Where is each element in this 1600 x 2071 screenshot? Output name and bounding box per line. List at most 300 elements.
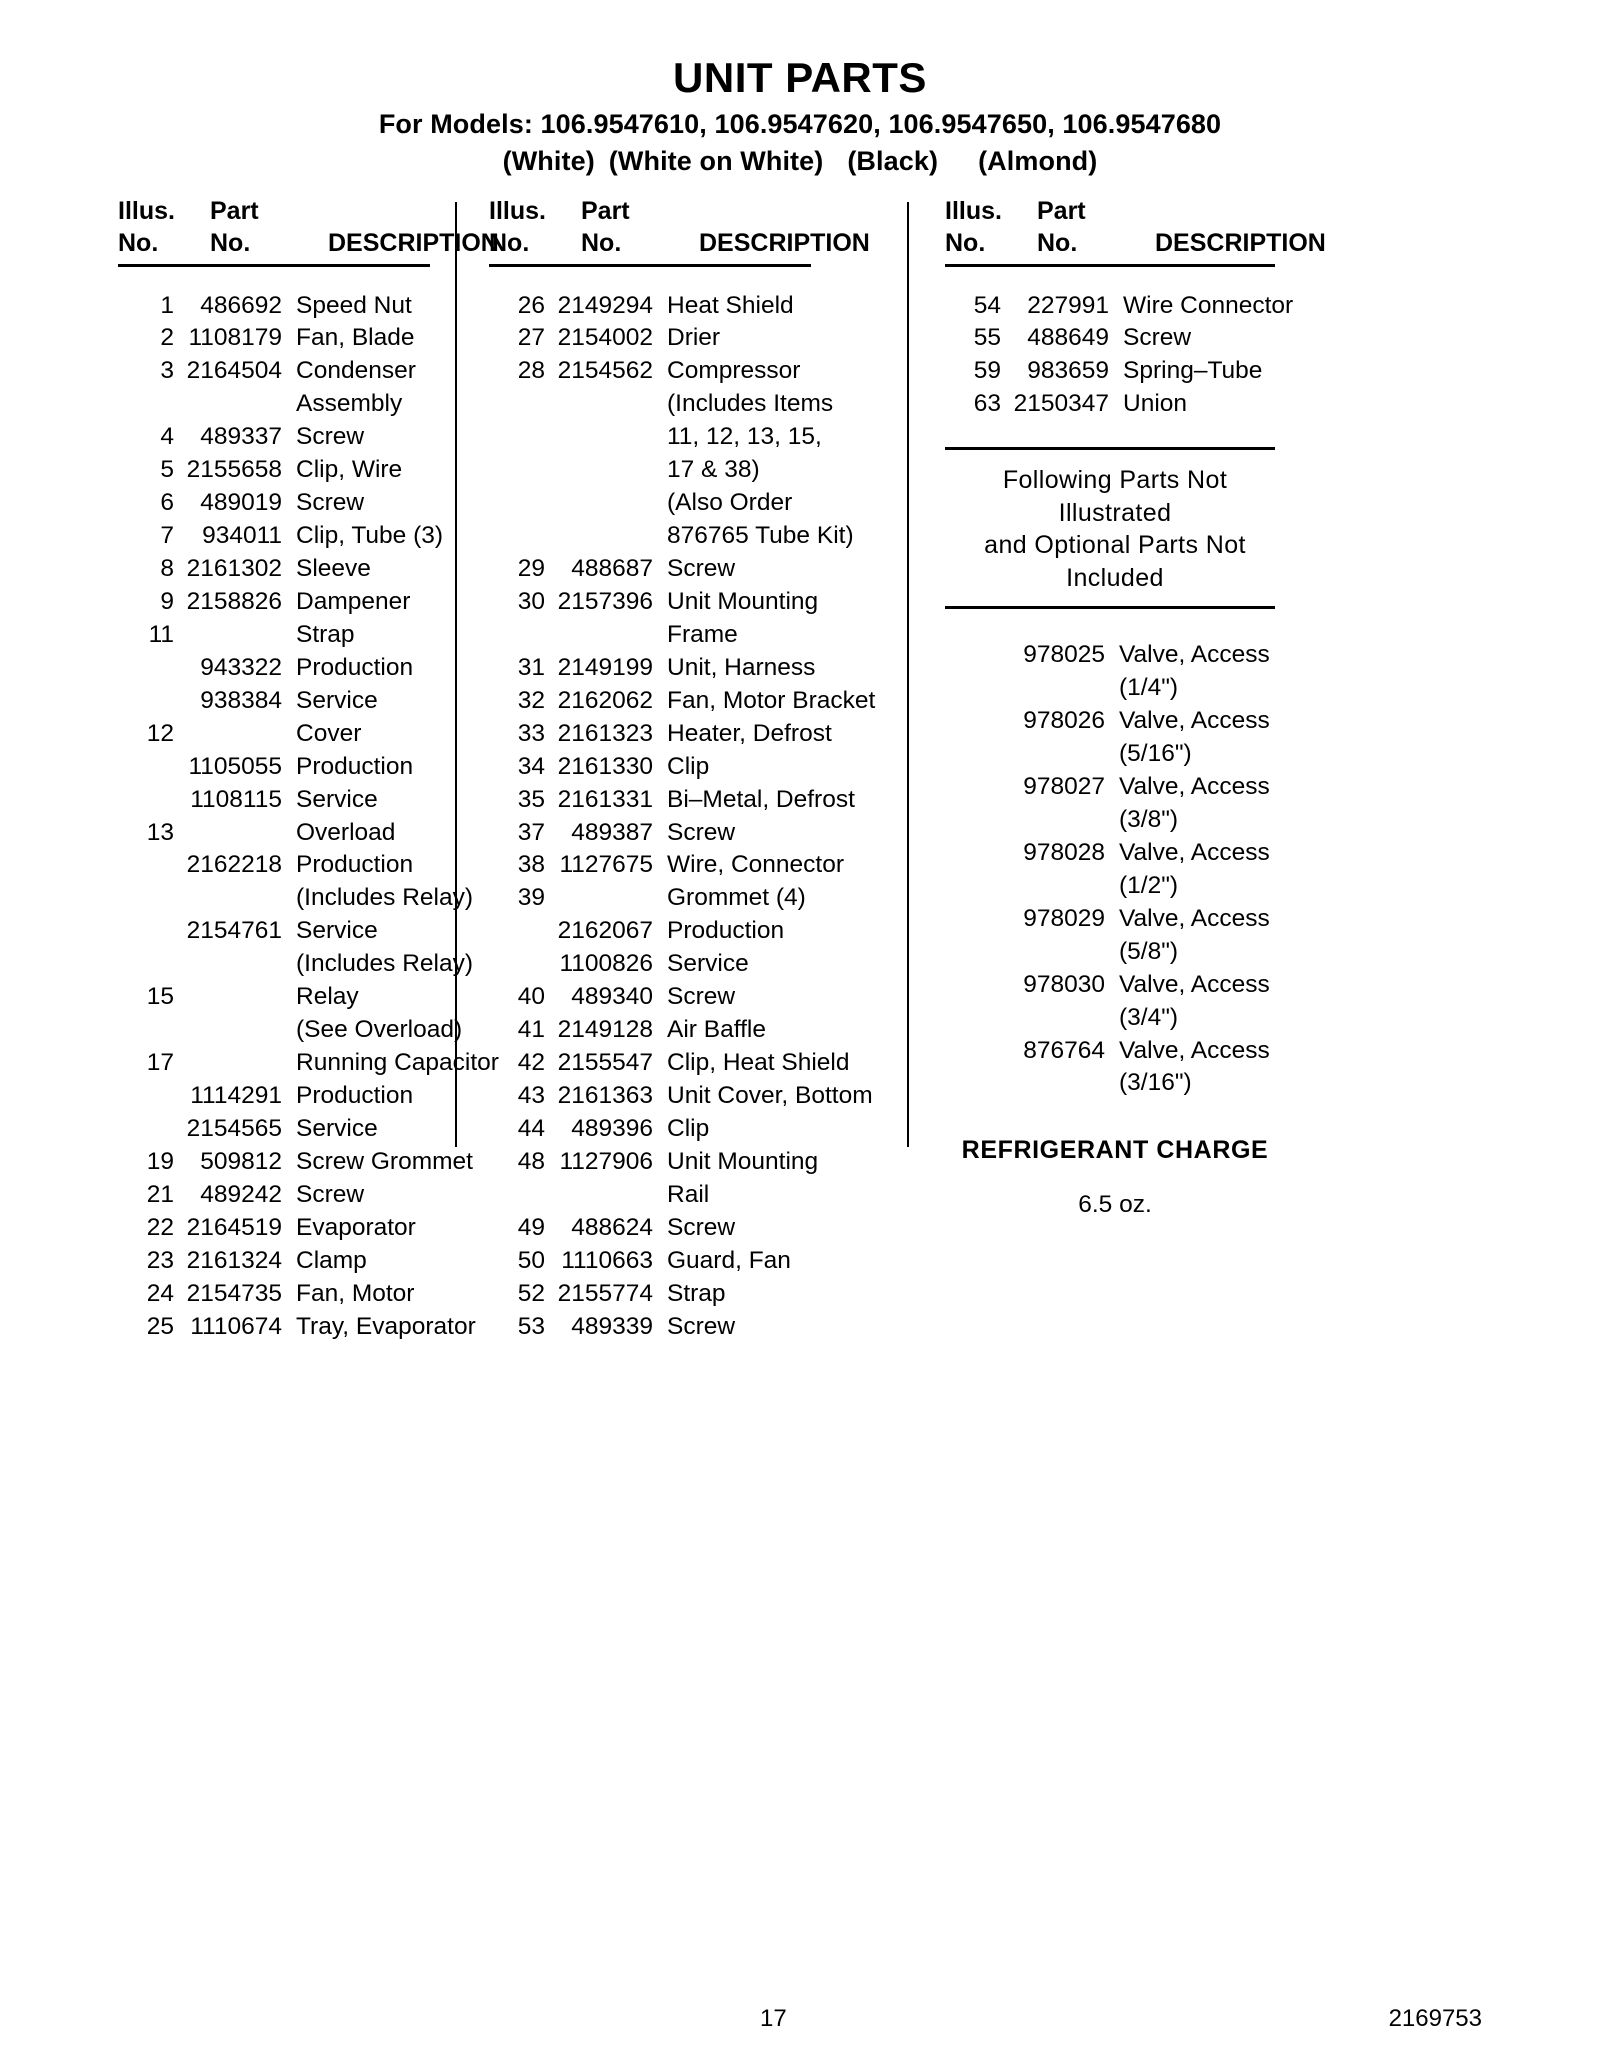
part-description: Bi–Metal, Defrost xyxy=(667,785,855,813)
table-row xyxy=(118,586,455,619)
part-number xyxy=(967,936,1119,969)
illus-number: 41 xyxy=(517,1016,545,1044)
part-number xyxy=(174,882,296,915)
part-number xyxy=(545,1179,667,1212)
parts-column-2 xyxy=(457,196,907,1344)
part-number: 2154761 xyxy=(186,917,282,945)
part-description: Screw xyxy=(1123,324,1192,352)
part-number: 1100826 xyxy=(559,950,653,978)
table-row xyxy=(118,487,455,520)
part-description: Valve, Access xyxy=(1119,838,1270,866)
part-description: (Includes Relay) xyxy=(296,884,474,912)
part-description: Production xyxy=(296,1082,414,1109)
part-number xyxy=(967,1067,1119,1100)
part-description: Relay xyxy=(296,983,359,1011)
illus-number xyxy=(118,388,174,421)
illus-number: 24 xyxy=(146,1279,174,1307)
part-description: (1/2") xyxy=(1119,871,1179,899)
table-row xyxy=(118,1113,455,1146)
part-description: Wire, Connector xyxy=(667,851,845,879)
table-row xyxy=(945,290,1379,323)
part-description: Valve, Access xyxy=(1119,970,1270,998)
part-number xyxy=(967,870,1119,903)
table-row xyxy=(118,421,455,454)
part-number: 489019 xyxy=(200,489,282,517)
parts-list-column-1 xyxy=(118,290,499,1344)
table-row xyxy=(489,1179,907,1212)
part-number: 489242 xyxy=(200,1180,282,1208)
part-description: Valve, Access xyxy=(1119,773,1270,800)
table-row xyxy=(489,751,907,784)
part-number: 2154735 xyxy=(186,1279,282,1307)
part-description: (1/4") xyxy=(1119,674,1179,702)
part-description: Unit Mounting xyxy=(667,1147,819,1175)
part-description: Unit Mounting xyxy=(667,587,819,615)
part-number: 943322 xyxy=(200,653,282,681)
table-row xyxy=(489,652,907,685)
parts-column-1 xyxy=(0,196,499,1344)
color-option-3: (Black) xyxy=(847,146,939,177)
table-row xyxy=(118,784,455,817)
table-row xyxy=(945,705,1379,738)
part-number: 1110663 xyxy=(561,1246,653,1274)
illus-number xyxy=(489,619,545,652)
part-description: Production xyxy=(667,917,785,945)
part-description: Production xyxy=(296,851,414,879)
table-row xyxy=(489,1014,907,1047)
table-row xyxy=(489,520,907,553)
page-number: 17 xyxy=(760,2005,787,2032)
color-option-4: (Almond) xyxy=(978,146,1098,177)
part-description: Evaporator xyxy=(296,1213,416,1241)
table-header-column-1 xyxy=(118,196,499,260)
part-description: Drier xyxy=(667,324,721,352)
illus-number xyxy=(118,652,174,685)
table-row xyxy=(489,817,907,850)
not-illustrated-heading xyxy=(945,464,1285,594)
illus-number xyxy=(945,936,967,969)
illus-number xyxy=(945,639,967,672)
part-description: Clip, Tube (3) xyxy=(296,522,444,550)
part-number: 489387 xyxy=(571,818,653,846)
header-description: DESCRIPTION xyxy=(328,228,499,257)
table-row xyxy=(118,817,455,850)
table-row xyxy=(118,520,455,553)
part-number xyxy=(967,1002,1119,1035)
illus-number xyxy=(945,705,967,738)
illus-number: 23 xyxy=(146,1246,174,1274)
part-number: 2154562 xyxy=(557,357,653,385)
illus-number xyxy=(118,751,174,784)
not-illustrated-divider-top xyxy=(945,447,1275,450)
part-description: Compressor xyxy=(667,357,801,385)
illus-number xyxy=(118,784,174,817)
part-description: Rail xyxy=(667,1180,710,1208)
part-description: Unit Cover, Bottom xyxy=(667,1082,873,1109)
part-number: 978030 xyxy=(1023,970,1105,998)
part-description: Service xyxy=(667,950,749,978)
illus-number: 7 xyxy=(160,522,174,550)
part-number: 489339 xyxy=(571,1312,653,1340)
header-illus-line1: Illus. xyxy=(489,197,546,225)
table-row xyxy=(118,553,455,586)
illus-number: 8 xyxy=(160,555,174,582)
part-number xyxy=(174,1047,296,1080)
part-description: Unit, Harness xyxy=(667,653,816,681)
table-row xyxy=(489,981,907,1014)
part-number: 2149128 xyxy=(557,1016,653,1044)
illus-number: 32 xyxy=(517,686,545,714)
part-description: (3/4") xyxy=(1119,1003,1179,1031)
part-number: 509812 xyxy=(200,1147,282,1175)
table-row xyxy=(945,837,1379,870)
part-description: (5/8") xyxy=(1119,937,1179,965)
part-description: Guard, Fan xyxy=(667,1246,791,1274)
part-description: Speed Nut xyxy=(296,291,412,319)
part-number: 486692 xyxy=(200,291,282,319)
illus-number xyxy=(489,948,545,981)
table-row xyxy=(489,718,907,751)
header-part-line2: No. xyxy=(210,228,251,257)
illus-number: 35 xyxy=(517,785,545,813)
header-part-line2: No. xyxy=(581,228,622,257)
illus-number xyxy=(945,870,967,903)
illus-number xyxy=(489,454,545,487)
table-row xyxy=(489,1212,907,1245)
illus-number: 12 xyxy=(146,719,174,747)
page-title: UNIT PARTS xyxy=(673,54,927,101)
part-description: 11, 12, 13, 15, xyxy=(667,423,822,451)
part-description: Dampener xyxy=(296,587,411,615)
part-description: 17 & 38) xyxy=(667,456,760,484)
table-row xyxy=(118,685,455,718)
illus-number xyxy=(489,520,545,553)
table-row xyxy=(118,619,455,652)
illus-number: 40 xyxy=(517,983,545,1011)
part-number: 2164519 xyxy=(186,1213,282,1241)
part-description: Screw xyxy=(296,423,365,451)
illus-number: 53 xyxy=(517,1312,545,1340)
part-number: 488649 xyxy=(1027,324,1109,352)
part-description: Fan, Motor Bracket xyxy=(667,686,876,714)
part-number: 2154565 xyxy=(186,1114,282,1142)
illus-number xyxy=(945,804,967,837)
part-description: Service xyxy=(296,686,378,714)
table-row xyxy=(489,1113,907,1146)
part-description: Sleeve xyxy=(296,555,371,582)
illus-number: 48 xyxy=(517,1147,545,1175)
illus-number xyxy=(489,487,545,520)
part-description: Heat Shield xyxy=(667,291,794,319)
header-description: DESCRIPTION xyxy=(699,228,870,257)
illus-number: 3 xyxy=(160,357,174,385)
not-illustrated-divider-bottom xyxy=(945,606,1275,609)
illus-number: 63 xyxy=(973,390,1001,418)
table-row xyxy=(118,882,474,915)
table-row xyxy=(945,355,1379,388)
table-row xyxy=(945,322,1379,355)
illus-number: 31 xyxy=(517,653,545,681)
illus-number xyxy=(945,1067,967,1100)
table-row xyxy=(489,1146,907,1179)
illus-number: 28 xyxy=(517,357,545,385)
part-number: 1105055 xyxy=(188,752,282,780)
part-number: 876764 xyxy=(1023,1036,1105,1064)
part-number: 489396 xyxy=(571,1114,653,1142)
header-illus-line2: No. xyxy=(489,228,530,257)
table-row xyxy=(489,290,907,323)
part-description: Spring–Tube xyxy=(1123,357,1263,385)
part-description: Service xyxy=(296,785,378,813)
table-row xyxy=(489,1047,907,1080)
table-row xyxy=(118,322,455,355)
part-description: Production xyxy=(296,752,414,780)
table-row xyxy=(118,981,455,1014)
illus-number: 13 xyxy=(146,818,174,846)
header-part-line1: Part xyxy=(1037,197,1086,225)
header-description: DESCRIPTION xyxy=(1155,228,1326,257)
part-number xyxy=(174,388,296,421)
illus-number: 38 xyxy=(517,851,545,879)
table-row xyxy=(118,948,474,981)
table-row xyxy=(945,1002,1379,1035)
part-description: Screw xyxy=(667,1312,736,1340)
table-row xyxy=(945,1067,1379,1100)
part-number: 2155547 xyxy=(557,1049,653,1077)
part-description: Clamp xyxy=(296,1246,367,1274)
illus-number xyxy=(118,948,174,981)
table-row xyxy=(118,1311,476,1344)
illus-number xyxy=(118,915,174,948)
access-valve-list xyxy=(945,639,1379,1100)
table-row xyxy=(118,388,455,421)
table-row xyxy=(945,936,1379,969)
part-number: 983659 xyxy=(1027,357,1109,385)
part-description: Screw xyxy=(296,1180,365,1208)
table-row xyxy=(118,751,455,784)
illus-number: 42 xyxy=(517,1049,545,1077)
illus-number: 26 xyxy=(517,291,545,319)
illus-number xyxy=(945,969,967,1002)
header-divider xyxy=(489,264,811,267)
part-number xyxy=(174,981,296,1014)
table-row xyxy=(489,322,907,355)
table-row xyxy=(118,1080,455,1113)
illus-number: 52 xyxy=(517,1279,545,1307)
part-number xyxy=(545,619,667,652)
illus-number: 1 xyxy=(160,291,174,319)
part-number: 978029 xyxy=(1023,904,1105,932)
part-number: 934011 xyxy=(202,522,282,550)
part-number xyxy=(174,817,296,850)
header-part-line2: No. xyxy=(1037,228,1078,257)
table-row xyxy=(118,1245,455,1278)
table-row xyxy=(489,553,907,586)
table-header-column-3 xyxy=(945,196,1379,260)
illus-number: 50 xyxy=(517,1246,545,1274)
illus-number xyxy=(489,388,545,421)
part-number: 2150347 xyxy=(1013,390,1109,418)
illus-number: 21 xyxy=(146,1180,174,1208)
part-description: Valve, Access xyxy=(1119,707,1270,735)
table-row xyxy=(118,290,455,323)
part-number: 978025 xyxy=(1023,641,1105,669)
part-number: 938384 xyxy=(200,686,282,714)
illus-number: 33 xyxy=(517,719,545,747)
illus-number: 44 xyxy=(517,1114,545,1142)
table-row xyxy=(489,784,907,817)
illus-number xyxy=(945,738,967,771)
illus-number xyxy=(945,1035,967,1068)
part-number xyxy=(967,804,1119,837)
part-number xyxy=(967,672,1119,705)
illus-number xyxy=(489,915,545,948)
part-number xyxy=(545,487,667,520)
header-part-line1: Part xyxy=(210,197,259,225)
table-row xyxy=(489,1245,907,1278)
illus-number: 11 xyxy=(148,620,174,648)
table-header-column-2 xyxy=(489,196,907,260)
illus-number: 59 xyxy=(973,357,1001,385)
part-number: 2154002 xyxy=(557,324,653,352)
table-row xyxy=(489,388,907,421)
part-description: Valve, Access xyxy=(1119,1036,1270,1064)
part-number xyxy=(545,454,667,487)
part-number: 2161324 xyxy=(186,1246,282,1274)
illus-number: 29 xyxy=(517,555,545,582)
part-number: 2155774 xyxy=(557,1279,653,1307)
illus-number: 34 xyxy=(517,752,545,780)
illus-number: 19 xyxy=(146,1147,174,1175)
illus-number: 43 xyxy=(517,1082,545,1109)
table-row xyxy=(489,849,907,882)
table-row xyxy=(945,870,1379,903)
table-row xyxy=(945,903,1379,936)
part-description: (Includes Items xyxy=(667,390,834,418)
part-number: 489337 xyxy=(200,423,282,451)
part-number: 2161302 xyxy=(186,555,282,582)
table-row xyxy=(118,718,455,751)
part-description: Screw xyxy=(667,555,736,582)
part-number: 2149294 xyxy=(557,291,653,319)
illus-number: 9 xyxy=(160,587,174,615)
part-description: (3/16") xyxy=(1119,1069,1192,1097)
table-row xyxy=(945,738,1379,771)
illus-number xyxy=(118,1080,174,1113)
table-row xyxy=(118,1212,455,1245)
header-divider xyxy=(118,264,430,267)
illus-number: 49 xyxy=(517,1213,545,1241)
refrigerant-charge-heading: REFRIGERANT CHARGE xyxy=(961,1136,1269,1165)
table-row xyxy=(489,487,907,520)
part-description: Clip, Wire xyxy=(296,456,403,484)
part-number xyxy=(545,421,667,454)
part-number xyxy=(174,619,296,652)
part-description: Overload xyxy=(296,818,396,846)
part-description: (See Overload) xyxy=(296,1016,463,1044)
part-number: 978028 xyxy=(1023,838,1105,866)
part-description: Service xyxy=(296,1114,378,1142)
table-row xyxy=(945,1035,1379,1068)
illus-number xyxy=(945,771,967,804)
part-number: 489340 xyxy=(571,983,653,1011)
table-row xyxy=(489,685,907,718)
illus-number xyxy=(945,837,967,870)
table-row xyxy=(945,804,1379,837)
table-row xyxy=(489,586,907,619)
part-number: 2155658 xyxy=(186,456,282,484)
table-row xyxy=(489,421,907,454)
parts-column-3 xyxy=(909,196,1379,1344)
part-number xyxy=(174,948,296,981)
table-row xyxy=(118,915,455,948)
part-description: (Includes Relay) xyxy=(296,950,474,978)
table-row xyxy=(489,915,907,948)
part-number: 2162067 xyxy=(557,917,653,945)
part-number: 1127675 xyxy=(559,851,653,879)
header-illus-line1: Illus. xyxy=(945,197,1002,225)
header-illus-line2: No. xyxy=(945,228,986,257)
part-number: 2157396 xyxy=(557,587,653,615)
table-row xyxy=(118,1179,455,1212)
part-description: Air Baffle xyxy=(667,1016,766,1044)
part-number: 2164504 xyxy=(186,357,282,385)
part-number: 2161363 xyxy=(557,1082,653,1109)
illus-number xyxy=(118,882,174,915)
illus-number: 54 xyxy=(973,291,1001,319)
part-number: 227991 xyxy=(1027,291,1109,319)
table-row xyxy=(118,1278,455,1311)
part-description: Frame xyxy=(667,620,738,648)
table-row xyxy=(489,948,907,981)
colors-line xyxy=(0,146,1600,177)
illus-number xyxy=(118,1014,174,1047)
illus-number: 2 xyxy=(160,324,174,352)
illus-number: 30 xyxy=(517,587,545,615)
refrigerant-charge-value: 6.5 oz. xyxy=(1078,1191,1152,1219)
table-row xyxy=(489,1278,907,1311)
illus-number xyxy=(489,421,545,454)
part-description: Screw xyxy=(667,1213,736,1241)
part-description: Running Capacitor xyxy=(296,1049,499,1077)
part-description: (5/16") xyxy=(1119,740,1192,768)
models-line: For Models: 106.9547610, 106.9547620, 106.9547650, 106.9547680 xyxy=(378,109,1222,140)
part-number: 1127906 xyxy=(559,1147,653,1175)
page-header xyxy=(0,0,1600,177)
part-number: 2162062 xyxy=(557,686,653,714)
table-row xyxy=(489,1311,907,1344)
part-number xyxy=(174,718,296,751)
part-number: 488687 xyxy=(571,555,653,582)
illus-number: 6 xyxy=(160,489,174,517)
table-row xyxy=(945,672,1379,705)
illus-number: 5 xyxy=(160,456,174,484)
part-description: Fan, Motor xyxy=(296,1279,415,1307)
table-row xyxy=(489,882,907,915)
illus-number xyxy=(118,1113,174,1146)
part-description: Screw xyxy=(296,489,365,517)
illus-number: 15 xyxy=(146,983,174,1011)
not-illustrated-heading-line1: Following Parts Not Illustrated xyxy=(1002,466,1228,527)
part-number: 1108179 xyxy=(188,324,282,352)
illus-number xyxy=(118,849,174,882)
part-description: Fan, Blade xyxy=(296,324,415,352)
table-row xyxy=(118,1047,499,1080)
part-description: Grommet (4) xyxy=(667,884,806,912)
part-description: Strap xyxy=(296,620,355,648)
part-description: Production xyxy=(296,653,414,681)
illus-number xyxy=(945,1002,967,1035)
